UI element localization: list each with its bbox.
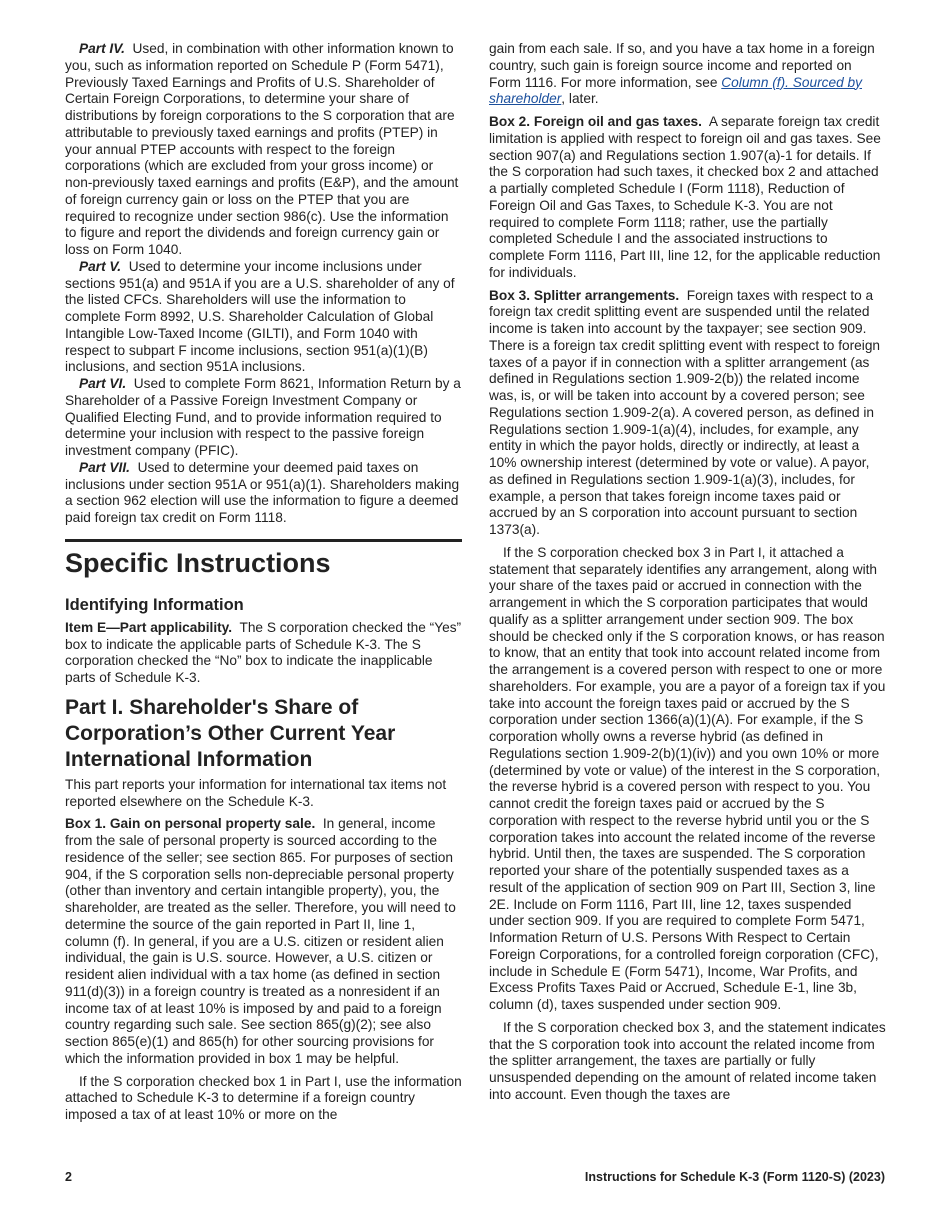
item-e-paragraph bbox=[65, 620, 462, 687]
part-iv-paragraph bbox=[65, 41, 462, 259]
box-3-paragraph-2: If the S corporation checked box 3 in Part I, it attached a statement that separately identifies any arrangement, along with your share of the taxes paid or accrued in connection with the arrangement in which the S corporation participates that would qualify as a splitter arrangement under section 909. The box should be checked only if the S corporation knows, or has reason to know, that an entity that took into account related income from the arrangement is a covered person with respect to one or more shareholders. For example, you are a payor of a foreign tax if you take into account the foreign taxes paid or accrued by the S corporation under section 1366(a)(1)(A). For example, if the S corporation wholly owns a reverse hybrid (as defined in Regulations section 1.909-2(b)(1)(iv)) and you own 10% or more (determined by vote or value) of the interest in the S corporation, the reverse hybrid is a covered person with respect to you. You cannot credit the foreign taxes paid or accrued by the S corporation with respect to the reverse hybrid until you or the S corporation takes into account the related income of the reverse hybrid. Until then, the taxes are suspended. The S corporation reported your share of the potentially suspended taxes as a result of the application of section 909 on Part III, Section 3, line 2E. Include on Form 1116, Part III, line 12, taxes suspended under section 909. If you are required to complete Form 5471, Information Return of U.S. Persons With Respect to Certain Foreign Corporations, for a controlled foreign corporation (CFC), include in Schedule E (Form 5471), Income, War Profits, and Excess Profits Taxes Paid or Accrued, Schedule E-1, line 3b, column (d), taxes suspended under section 909. bbox=[489, 544, 886, 1012]
part-iv-text: Used, in combination with other information known to you, such as information reported on Schedule P (Form 5471), Previously Taxed Earnings and Profits of U.S. Shareholder of Certain Foreign Corporations, to determine your share of distributions by foreign corporations to the S corporation that are attributable to previously taxed earnings and profits (PTEP) in your annual PTEP accounts with respect to the foreign corporations (which are excluded from your gross income) or non-previously taxed earnings and profits (E&P), and the amount of foreign currency gain or loss on the PTEP that you are required to recognize under section 986(c). Use the information to figure and report the dividends and foreign currency gain or loss on Form 1040. bbox=[65, 41, 459, 257]
item-e-text: The S corporation checked the “Yes” box to indicate the applicable parts of Schedule K-3. The S corporation checked the “No” box to indicate the inapplicable parts of Schedule K-3. bbox=[65, 619, 462, 685]
part-i-heading: Part I. Shareholder's Share of Corporation’s Other Current Year International Information bbox=[65, 695, 396, 771]
box-2-text: A separate foreign tax credit limitation is applied with respect to foreign oil and gas taxes. See section 907(a) and Regulations section 1.907(a)-1 for details. If the S corporation had such taxes, it checked box 2 and attached a partially completed Schedule I (Form 1118), Reduction of Foreign Oil and Gas Taxes, to Schedule K-3. You are not required to complete Form 1118; rather, use the partially completed Schedule I and the associated instructions to complete Form 1116, Part III, line 12, for the applicable reduction for individuals. bbox=[489, 114, 881, 280]
right-column bbox=[489, 41, 886, 1104]
left-column bbox=[65, 41, 462, 1124]
part-v-text: Used to determine your income inclusions under sections 951(a) and 951A if you are a U.S. shareholder of any of the listed CFCs. Shareholders will use the information to complete Form 8992, U.S. Shareholder Calculation of Global Intangible Low-Taxed Income (GILTI), and Form 1040 with respect to subpart F income inclusions, section 951(a)(1)(B) inclusions, and section 951A inclusions. bbox=[65, 258, 455, 375]
page-number: 2 bbox=[65, 1170, 72, 1184]
box-3-text: Foreign taxes with respect to a foreign tax credit splitting event are suspended until the related income is taken into account by the taxpayer; see section 909. There is a foreign tax credit splitting event with respect to foreign taxes of a payor if in connection with a splitter arrangement (as defined in Regulations section 1.909-2(b)) the related income was, is, or will be taken into account by a covered person; see Regulations section 1.909-2(a). A covered person, as defined in Regulations section 1.909-1(a)(4), includes, for example, any entity in which the payor holds, directly or indirectly, at least a 10% ownership interest (determined by vote or value). A payor, as defined in Regulations section 1.909-1(a)(3), includes, for example, a person that takes foreign income taxes paid or accrued by an S corporation into account pursuant to section 1373(a). bbox=[489, 287, 881, 537]
box-1-paragraph bbox=[65, 816, 462, 1067]
part-vii-text: Used to determine your deemed paid taxes on inclusions under section 951A or 951(a)(1). Shareholders making a section 962 election will use the information to figure a deemed paid foreign tax credit on Form 1118. bbox=[65, 459, 460, 525]
box-1-label: Box 1. Gain on personal property sale. bbox=[65, 816, 316, 832]
specific-instructions-heading: Specific Instructions bbox=[65, 547, 331, 578]
part-vi-label: Part VI. bbox=[79, 376, 127, 391]
identifying-information-heading: Identifying Information bbox=[65, 595, 244, 614]
part-vii-label: Part VII. bbox=[79, 459, 130, 475]
continuation-paragraph bbox=[489, 41, 886, 108]
part-iv-label: Part IV. bbox=[79, 41, 125, 56]
continuation-text: gain from each sale. If so, and you have a tax home in a foreign country, such gain is foreign source income and reported on Form 1116. For more information, see bbox=[489, 41, 875, 90]
box-2-paragraph bbox=[489, 114, 886, 282]
box-3-label: Box 3. Splitter arrangements. bbox=[489, 287, 680, 303]
part-vii-paragraph bbox=[65, 460, 462, 527]
box-1-text: In general, income from the sale of personal property is sourced according to the residence of the seller; see section 865. For purposes of section 904, if the S corporation sells non-depreciable personal property (other than inventory and certain intangible property), you, the shareholder, are treated as the seller. Therefore, you will need to determine the source of the gain reported in Part II, line 1, column (f). In general, if you are a U.S. citizen or resident alien individual, the gain is U.S. source. However, a U.S. citizen or resident alien individual with a tax home (as defined in section 911(d)(3)) in a foreign country is treated as a nonresident if an income tax of at least 10% is imposed by and paid to a foreign country regarding such sale. See section 865(g)(2); see also section 865(e)(1) and 865(h) for other sourcing provisions for which the information provided in box 1 may be helpful. bbox=[65, 816, 456, 1066]
part-vi-text: Used to complete Form 8621, Information Return by a Shareholder of a Passive Foreign Investment Company or Qualified Electing Fund, and to provide information required to determine your inclusion with respect to the passive foreign investment company (PFIC). bbox=[65, 376, 461, 458]
box-2-label: Box 2. Foreign oil and gas taxes. bbox=[489, 114, 702, 129]
continuation-end: , later. bbox=[561, 91, 599, 107]
part-v-label: Part V. bbox=[79, 258, 122, 274]
part-vi-paragraph bbox=[65, 376, 462, 460]
section-divider bbox=[65, 539, 462, 542]
box-3-paragraph bbox=[489, 288, 886, 539]
column-f-link[interactable]: Column (f). Sourced by shareholder bbox=[489, 74, 863, 107]
box-1-paragraph-2: If the S corporation checked box 1 in Part I, use the information attached to Schedule K-3 to determine if a foreign country imposed a tax of at least 10% or more on the bbox=[65, 1073, 462, 1122]
item-e-label: Item E—Part applicability. bbox=[65, 619, 233, 635]
part-v-paragraph bbox=[65, 259, 462, 376]
box-3-paragraph-3: If the S corporation checked box 3, and the statement indicates that the S corporation took into account the related income from the splitter arrangement, the taxes are partially or fully unsuspended depending on the amount of related income taken into account. Even though the taxes are bbox=[489, 1019, 886, 1102]
form-title: Instructions for Schedule K-3 (Form 1120-S) (2023) bbox=[584, 1170, 885, 1184]
part-i-intro: This part reports your information for international tax items not reported elsewhere on the Schedule K-3. bbox=[65, 776, 447, 809]
